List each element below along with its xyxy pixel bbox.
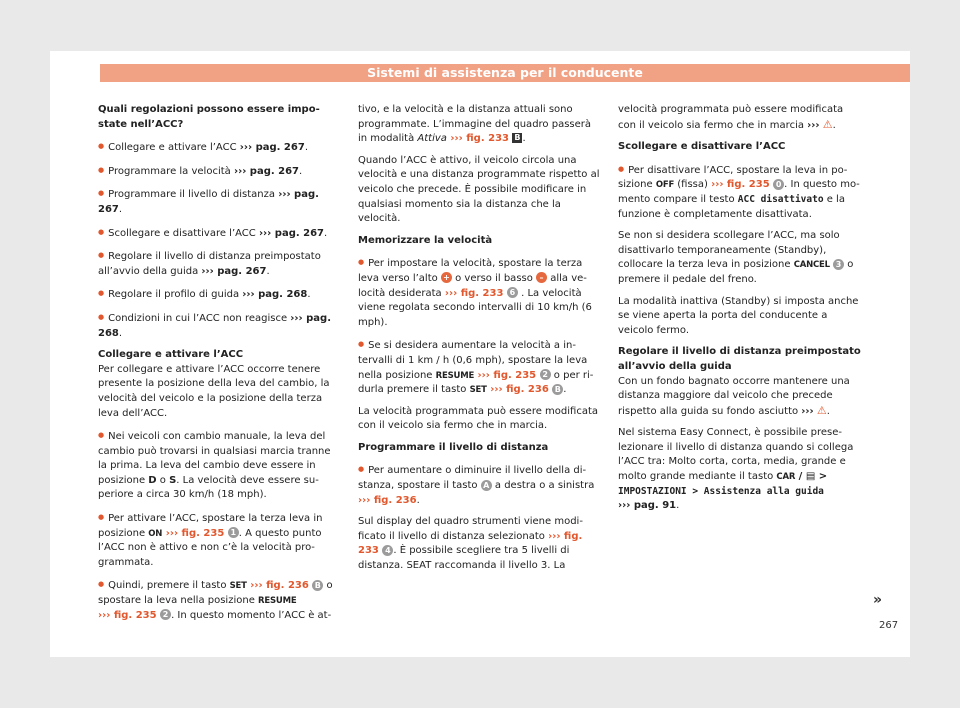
- figure-link[interactable]: ››› fig. 233: [358, 530, 583, 557]
- warning-icon: ⚠: [816, 403, 827, 417]
- list-item: ● Per aumentare o diminuire il livello della distanza, spostare il tasto A a destra o a sinistra ››› fig. 236.: [358, 462, 602, 508]
- key-label: RESUME: [435, 370, 475, 381]
- key-label: CANCEL: [793, 260, 830, 271]
- warning-link[interactable]: ›››: [807, 119, 820, 131]
- plus-icon: +: [441, 272, 452, 283]
- manual-page: [50, 51, 910, 657]
- callout-number: 2: [160, 609, 171, 620]
- callout-box: B: [514, 133, 521, 143]
- page-link[interactable]: ››› pag. 268: [242, 289, 308, 301]
- page-link[interactable]: ››› pag. 267: [233, 165, 300, 177]
- paragraph: Per collegare e attivare l’ACC occorre tenere presente la posizione della leva del cambio, la velocità del veicolo e la posizione della terza leva dell’ACC.: [98, 363, 330, 419]
- heading-regolazioni: Quali regolazioni possono essere impostate nell’ACC?: [98, 104, 320, 130]
- callout-number: 0: [773, 179, 784, 190]
- paragraph: Con un fondo bagnato occorre mantenere una distanza maggiore dal veicolo che precede rispetto alla guida su fondo asciutto ››› ⚠.: [618, 375, 850, 417]
- continue-arrow-icon: »: [873, 592, 883, 608]
- callout-number: 1: [228, 527, 239, 538]
- figure-link[interactable]: ››› fig. 236: [246, 580, 313, 592]
- key-label: RESUME: [258, 596, 297, 607]
- key-label: SET: [229, 581, 247, 592]
- callout-letter: B: [312, 580, 323, 591]
- figure-link[interactable]: ››› fig. 233: [446, 133, 513, 145]
- page-link[interactable]: ››› pag. 267: [98, 189, 319, 215]
- list-item: ● Regolare il livello di distanza preimpostato all’avvio della guida ››› pag. 267.: [98, 248, 342, 279]
- heading-collegare: Collegare e attivare l’ACC: [98, 349, 244, 361]
- column-3: [618, 103, 862, 521]
- paragraph: Se non si desidera scollegare l’ACC, ma solo disattivarlo temporaneamente (Standby), collocare la terza leva in posizione CANCEL 3 o premere il pedale del freno.: [618, 230, 854, 285]
- heading-programmare-distanza: Programmare il livello di distanza: [358, 441, 549, 453]
- paragraph: La modalità inattiva (Standby) si imposta anche se viene aperta la porta del conducente a veicolo fermo.: [618, 295, 859, 336]
- list-item: ● Scollegare e disattivare l’ACC ››› pag. 267.: [98, 225, 342, 242]
- list-item: ● Regolare il profilo di guida ››› pag. 268.: [98, 286, 342, 303]
- paragraph: Nel sistema Easy Connect, è possibile preselezionare il livello di distanza quando si collega l’ACC tra: Molto corta, corta, media, grande e molto grande mediante il tasto CAR / ▤ > IMPOSTAZIONI > Assistenza alla guida ››› pag. 91.: [618, 427, 854, 512]
- list-item: ● Per impostare la velocità, spostare la terza leva verso l’alto + o verso il basso – alla velocità desiderata ››› fig. 233 6 . La velocità viene regolata secondo intervalli di 10 km/h (6 mph).: [358, 255, 602, 330]
- menu-path: IMPOSTAZIONI > Assistenza alla guida: [618, 485, 824, 497]
- heading-memorizzare: Memorizzare la velocità: [358, 234, 493, 246]
- page-number: 267: [879, 620, 899, 631]
- minus-icon: –: [536, 272, 547, 283]
- figure-link[interactable]: ››› fig. 235: [711, 179, 774, 191]
- list-item: ● Programmare la velocità ››› pag. 267.: [98, 163, 342, 180]
- callout-letter: B: [552, 384, 563, 395]
- paragraph: Sul display del quadro strumenti viene modificato il livello di distanza selezionato ››› fig. 233 4 . È possibile scegliere tra 5 livelli di distanza. SEAT raccomanda il livello 3. La: [358, 516, 583, 572]
- figure-link[interactable]: ››› fig. 233: [444, 287, 507, 299]
- list-item: ● Condizioni in cui l’ACC non reagisce ››› pag. 268.: [98, 310, 342, 341]
- heading-scollegare: Scollegare e disattivare l’ACC: [618, 141, 786, 153]
- callout-letter: A: [481, 480, 492, 491]
- figure-link[interactable]: ››› fig. 236: [358, 494, 417, 506]
- page-link[interactable]: ››› pag. 267: [239, 142, 305, 154]
- callout-number: 4: [382, 545, 393, 556]
- paragraph: tivo, e la velocità e la distanza attuali sono programmate. L’immagine del quadro passerà in modalità Attiva ››› fig. 233 B .: [358, 104, 592, 145]
- key-label: ON: [148, 528, 163, 539]
- callout-number: 6: [507, 287, 518, 298]
- warning-icon: ⚠: [822, 117, 833, 131]
- paragraph: velocità programmata può essere modificata con il veicolo sia fermo che in marcia ››› ⚠.: [618, 104, 844, 131]
- menu-icon: ▤: [805, 471, 816, 483]
- paragraph: Quando l’ACC è attivo, il veicolo circola una velocità e una distanza programmate rispetto al veicolo che precede. È possibile modificare in qualsiasi momento sia la distanza che la velocità.: [358, 154, 600, 225]
- callout-number: 3: [833, 259, 844, 270]
- list-item: ● Se si desidera aumentare la velocità a intervalli di 1 km / h (0,6 mph), spostare la leva nella posizione RESUME ››› fig. 235 2 o per ridurla premere il tasto SET ››› fig. 236 B .: [358, 337, 602, 397]
- figure-link[interactable]: ››› fig. 235: [474, 369, 540, 381]
- warning-link[interactable]: ›››: [801, 405, 814, 417]
- page-link[interactable]: ››› pag. 268: [98, 312, 331, 339]
- list-item: ● Nei veicoli con cambio manuale, la leva del cambio può trovarsi in qualsiasi marcia tranne la prima. La leva del cambio deve essere in posizione D o S. La velocità deve essere superiore a circa 30 km/h (18 mph).: [98, 428, 342, 503]
- key-label: CAR: [776, 472, 796, 483]
- list-item: ● Programmare il livello di distanza ››› pag. 267.: [98, 186, 342, 217]
- paragraph: La velocità programmata può essere modificata con il veicolo sia fermo che in marcia.: [358, 405, 599, 432]
- page-link[interactable]: ››› pag. 91: [618, 500, 677, 512]
- figure-link[interactable]: ››› fig. 235: [162, 527, 228, 539]
- figure-link[interactable]: ››› fig. 235: [98, 609, 161, 621]
- list-item: ● Per disattivare l’ACC, spostare la leva in posizione OFF (fissa) ››› fig. 235 0 . In questo momento compare il testo ACC disattivato e la funzione è completamente disattivata.: [618, 162, 862, 222]
- section-header: Sistemi di assistenza per il conducente: [100, 64, 910, 82]
- figure-link[interactable]: ››› fig. 236: [486, 384, 553, 396]
- list-item: ● Collegare e attivare l’ACC ››› pag. 267.: [98, 139, 342, 156]
- list-item: ● Quindi, premere il tasto SET ››› fig. 236 B o spostare la leva nella posizione RESUME ››› fig. 235 2 . In questo momento l’ACC è at-: [98, 577, 342, 623]
- display-text: ACC disattivato: [737, 193, 824, 205]
- page-link[interactable]: ››› pag. 267: [201, 265, 267, 277]
- key-label: OFF: [655, 180, 675, 191]
- column-1: [98, 103, 342, 630]
- key-label: SET: [469, 385, 487, 396]
- callout-number: 2: [540, 369, 551, 380]
- column-2: [358, 103, 602, 581]
- page-link[interactable]: ››› pag. 267: [258, 227, 325, 239]
- heading-regolare-livello: Regolare il livello di distanza preimpostato all’avvio della guida: [618, 346, 861, 372]
- list-item: ● Per attivare l’ACC, spostare la terza leva in posizione ON ››› fig. 235 1 . A questo punto l’ACC non è attivo e non c’è la velocità programmata.: [98, 510, 342, 570]
